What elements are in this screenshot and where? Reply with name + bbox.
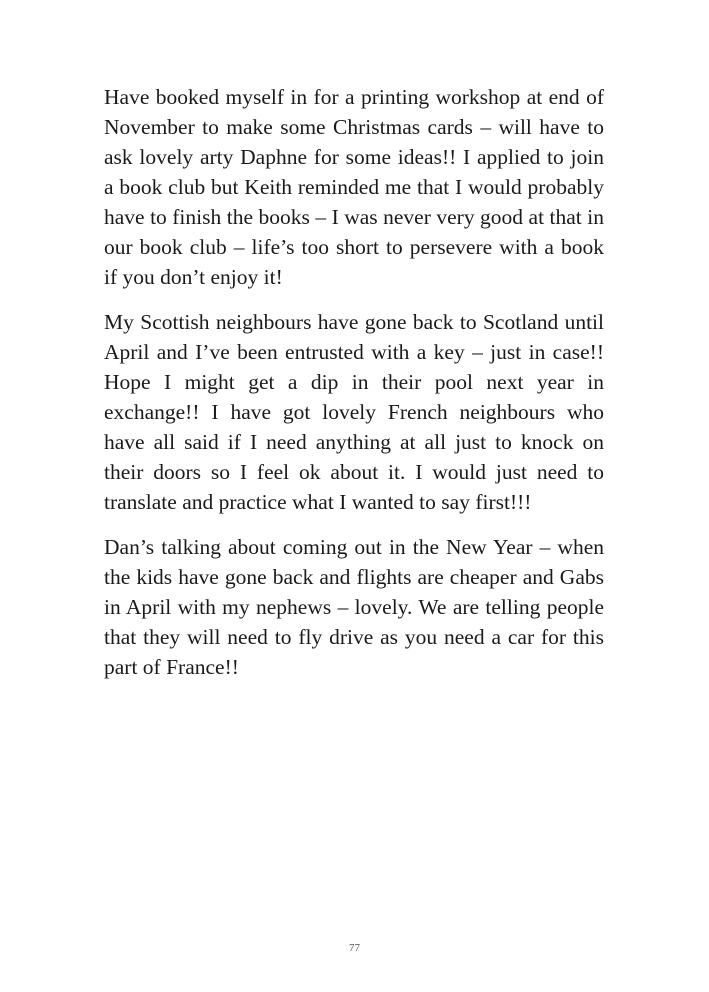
page-number: 77 [349, 942, 360, 954]
paragraph-2: My Scottish neighbours have gone back to Scotland until April and I’ve been entrusted with a key – just in case!! Hope I might get a dip in their pool next year in exchange!! I have got lovely French neighbours who have all said if I need anything at all just to knock on their doors so I feel ok about it. I would just need to translate and practice what I wanted to say first!!! [104, 310, 604, 514]
paragraph-3: Dan’s talking about coming out in the New Year – when the kids have gone back and flights are cheaper and Gabs in April with my nephews – lovely. We are telling people that they will need to fly drive as you need a car for this part of France!! [104, 535, 604, 679]
paragraph-1: Have booked myself in for a printing workshop at end of November to make some Christmas cards – will have to ask lovely arty Daphne for some ideas!! I applied to join a book club but Keith reminded me that I would probably have to finish the books – I was never very good at that in our book club – life’s too short to persevere with a book if you don’t enjoy it! [104, 85, 604, 289]
body-text [104, 82, 604, 697]
